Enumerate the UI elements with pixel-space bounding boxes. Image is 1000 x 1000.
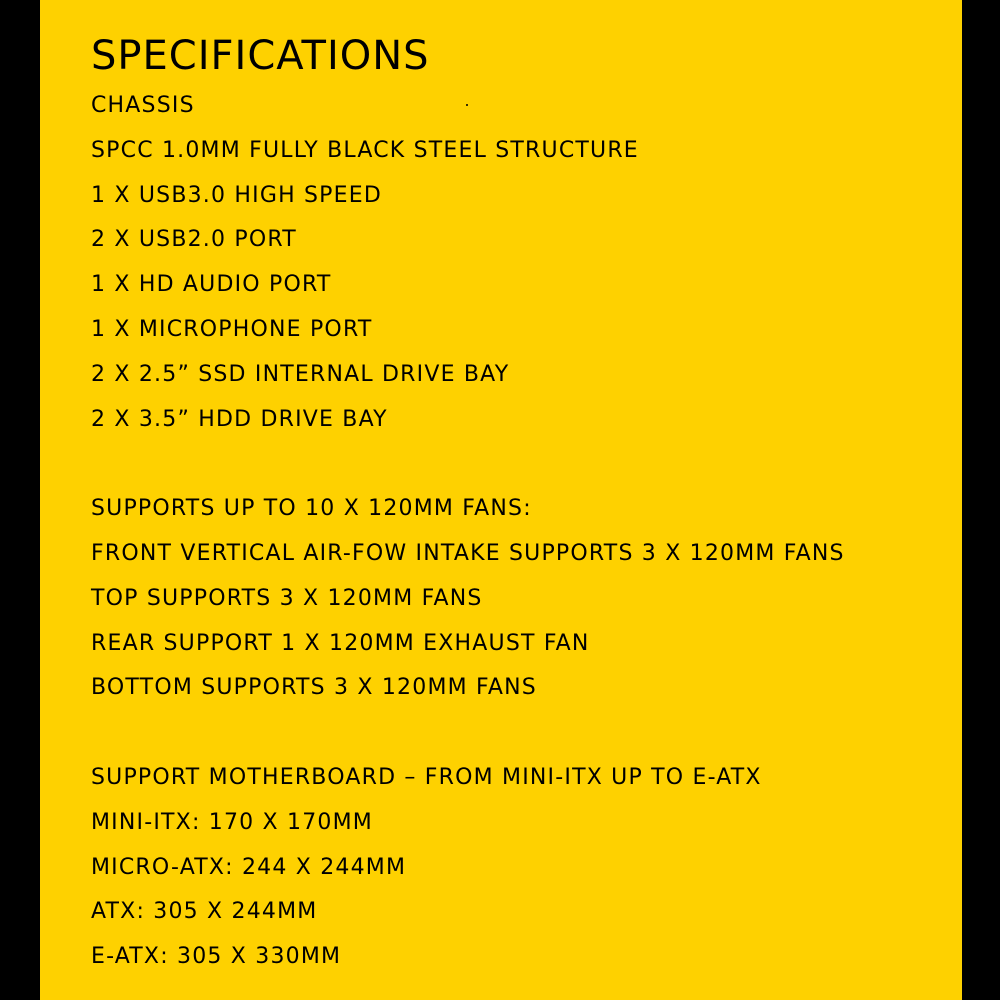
motherboard-item: MINI-ITX: 170 X 170MM	[91, 810, 373, 835]
chassis-item: 1 X HD AUDIO PORT	[91, 272, 332, 297]
fans-item: FRONT VERTICAL AIR-FOW INTAKE SUPPORTS 3 X 120MM FANS	[91, 541, 845, 566]
motherboard-item: E-ATX: 305 X 330MM	[91, 944, 342, 969]
chassis-item: 2 X 2.5” SSD INTERNAL DRIVE BAY	[91, 362, 510, 387]
chassis-item: 2 X USB2.0 PORT	[91, 227, 297, 252]
fans-heading: SUPPORTS UP TO 10 X 120MM FANS:	[91, 496, 532, 521]
chassis-item: 2 X 3.5” HDD DRIVE BAY	[91, 407, 388, 432]
stray-dot	[466, 104, 468, 106]
chassis-heading: CHASSIS	[91, 93, 195, 118]
chassis-item: 1 X MICROPHONE PORT	[91, 317, 373, 342]
motherboard-item: MICRO-ATX: 244 X 244MM	[91, 855, 407, 880]
chassis-item: SPCC 1.0MM FULLY BLACK STEEL STRUCTURE	[91, 138, 639, 163]
page-title: SPECIFICATIONS	[91, 33, 430, 79]
fans-item: TOP SUPPORTS 3 X 120MM FANS	[91, 586, 483, 611]
fans-item: BOTTOM SUPPORTS 3 X 120MM FANS	[91, 675, 537, 700]
fans-item: REAR SUPPORT 1 X 120MM EXHAUST FAN	[91, 631, 590, 656]
motherboard-heading: SUPPORT MOTHERBOARD – FROM MINI-ITX UP TO E-ATX	[91, 765, 762, 790]
motherboard-item: ATX: 305 X 244MM	[91, 899, 318, 924]
chassis-item: 1 X USB3.0 HIGH SPEED	[91, 183, 382, 208]
